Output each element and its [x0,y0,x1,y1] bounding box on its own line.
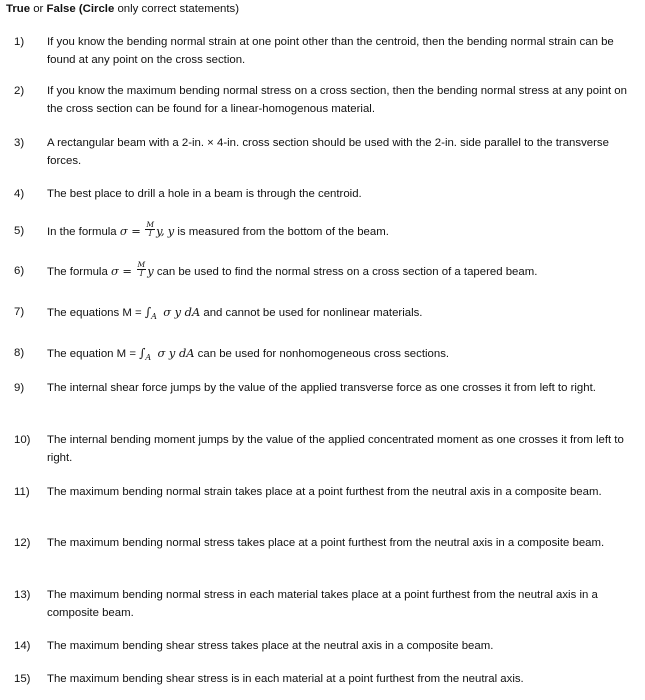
question-text-post: is measured from the bottom of the beam. [174,226,389,238]
question-number: 8) [14,347,25,359]
variable-y: y [147,264,154,278]
question-text: A rectangular beam with a 2-in. × 4-in. cross section should be used with the 2-in. side parallel to the transverse forces. [47,137,609,167]
integral-subscript: A [145,353,152,362]
integral-symbol: ∫ [139,346,146,360]
integral-symbol: ∫ [144,305,152,319]
title-paren: ( [75,3,83,15]
question-text [47,222,641,241]
question-text-post: can be used to find the normal stress on a cross section of a tapered beam. [153,266,538,278]
question-number: 14) [14,640,31,652]
question-text: The internal bending moment jumps by the value of the applied concentrated moment as one crosses it from left to right. [47,434,624,464]
question-text: If you know the maximum bending normal stress on a cross section, then the bending normal stress at any point on the cross section can be found for a linear-homogenous material. [47,85,627,115]
question-text: The best place to drill a hole in a beam is through the centroid. [47,188,362,200]
variable-y-subject: y [167,224,175,238]
question-text-pre: The equations M = [47,307,145,319]
integral-subscript: A [151,312,157,321]
page-title [6,0,239,18]
title-true: True [6,3,31,15]
integrand: σ y dA [157,346,195,360]
question-number: 12) [14,537,31,549]
question-number: 3) [14,137,25,149]
question-number: 4) [14,188,25,200]
title-false: False [46,3,76,15]
title-circle: Circle [82,3,115,15]
question-number: 11) [14,486,30,498]
question-text-post: can be used for nonhomogeneous cross sections. [194,348,450,360]
question-number: 15) [14,673,31,685]
question-text-pre: In the formula [47,226,120,238]
question-number: 10) [14,434,31,446]
question-text-post: and cannot be used for nonlinear materials. [200,307,423,319]
question-text-pre: The equation M = [47,348,140,360]
question-number: 13) [14,589,31,601]
question-text: The internal shear force jumps by the value of the applied transverse force as one crosses it from left to right. [47,382,596,394]
fraction-denominator: I [139,269,143,279]
question-text: The maximum bending normal stress in each material takes place at a point furthest from the neutral axis in a composite beam. [47,589,598,619]
question-text: The maximum bending normal strain takes place at a point furthest from the neutral axis in a composite beam. [47,486,602,498]
question-number: 2) [14,85,25,97]
sigma-symbol: σ [110,264,119,278]
question-number: 7) [14,306,25,318]
title-or: or [30,3,47,15]
question-number: 5) [14,225,25,237]
fraction-m-over-i [145,221,155,238]
fraction-denominator: I [148,229,152,239]
question-text: The maximum bending shear stress is in each material at a point furthest from the neutral axis. [47,673,524,685]
question-number: 6) [14,265,25,277]
variable-y: y, [156,224,165,238]
question-text [47,344,641,367]
equals-sign: = [118,264,136,278]
question-text: The maximum bending shear stress takes place at the neutral axis in a composite beam. [47,640,494,652]
question-text [47,262,641,281]
title-instructions: only correct statements) [114,3,240,15]
equals-sign: = [127,224,145,238]
question-text-pre: The formula [47,266,111,278]
integrand: σ y dA [163,305,201,319]
question-text: If you know the bending normal strain at one point other than the centroid, then the bending normal strain can be found at any point on the cross section. [47,36,614,66]
question-number: 9) [14,382,25,394]
fraction-numerator: M [137,260,146,270]
sigma-symbol: σ [119,224,128,238]
question-text [47,303,641,326]
fraction-m-over-i [137,261,147,278]
question-text: The maximum bending normal stress takes place at a point furthest from the neutral axis in a composite beam. [47,537,605,549]
fraction-numerator: M [146,220,155,230]
question-number: 1) [14,36,25,48]
